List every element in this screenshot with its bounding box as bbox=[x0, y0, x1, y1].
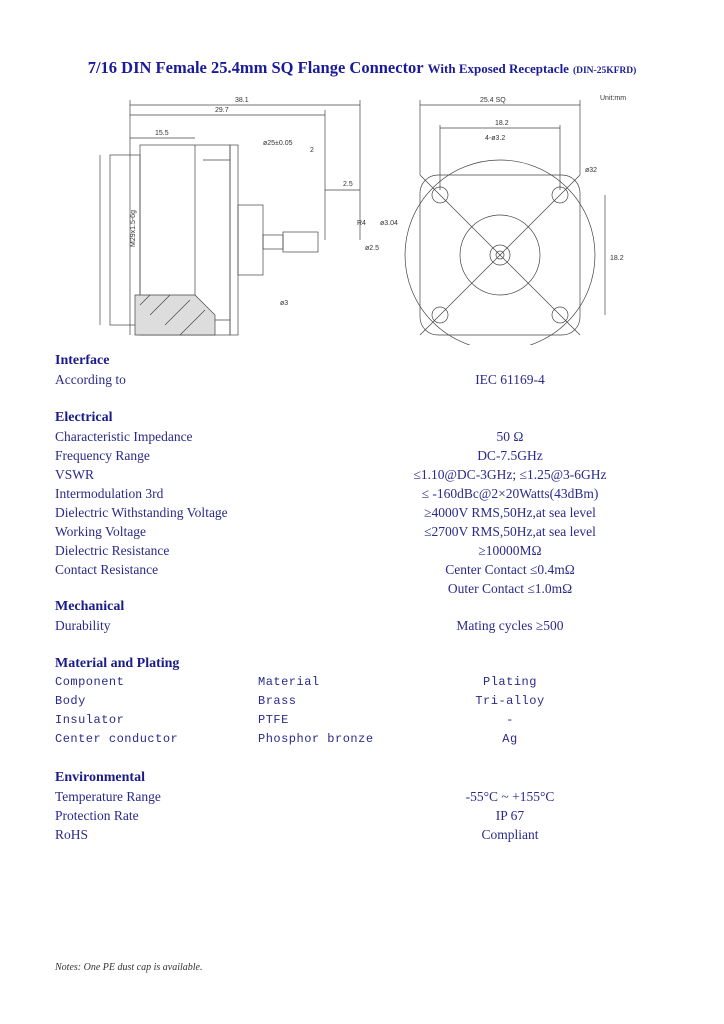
dim-front-1: 25.4 SQ bbox=[480, 97, 506, 104]
dim-side-11: M29x1.5-6g bbox=[130, 210, 137, 247]
spec-row bbox=[55, 524, 675, 543]
spec-value: 50 Ω bbox=[496, 429, 524, 444]
spec-row bbox=[55, 827, 675, 846]
spec-row bbox=[55, 486, 675, 505]
section-title: Environmental bbox=[55, 770, 145, 785]
section-title: Mechanical bbox=[55, 599, 125, 614]
spec-label: Dielectric Resistance bbox=[55, 543, 170, 558]
spec-row bbox=[55, 467, 675, 486]
dim-front-3: 4-ø3.2 bbox=[485, 135, 506, 142]
dim-side-4: ø25±0.05 bbox=[263, 140, 293, 147]
material-plating: Plating bbox=[483, 675, 537, 689]
dim-side-2: 29.7 bbox=[215, 107, 229, 114]
dim-side-9: ø2.5 bbox=[365, 245, 380, 252]
material-row bbox=[55, 713, 675, 732]
material-component: Component bbox=[55, 675, 125, 689]
spec-value: ≥4000V RMS,50Hz,at sea level bbox=[424, 505, 596, 520]
section-interface bbox=[55, 353, 675, 391]
section-mechanical bbox=[55, 599, 675, 637]
spec-label: Durability bbox=[55, 618, 111, 633]
material-component: Center conductor bbox=[55, 732, 179, 746]
spec-row bbox=[55, 448, 675, 467]
title-sub: With Exposed Receptacle bbox=[427, 61, 569, 76]
material-material: Phosphor bronze bbox=[258, 732, 374, 746]
page-title bbox=[0, 58, 724, 78]
spec-value: Compliant bbox=[481, 827, 539, 842]
material-row bbox=[55, 694, 675, 713]
dim-side-3: 15.5 bbox=[155, 130, 169, 137]
spec-row bbox=[55, 618, 675, 637]
dim-side-7: R4 bbox=[357, 220, 366, 227]
section-environmental bbox=[55, 770, 675, 846]
dim-side-5: 2 bbox=[310, 147, 314, 154]
spec-label: Temperature Range bbox=[55, 789, 161, 804]
spec-label: Frequency Range bbox=[55, 448, 150, 463]
section-material-plating bbox=[55, 656, 675, 751]
spec-value: ≥10000MΩ bbox=[478, 543, 542, 558]
material-row bbox=[55, 732, 675, 751]
technical-drawing bbox=[95, 90, 630, 345]
spec-value: IEC 61169-4 bbox=[475, 372, 545, 387]
dim-unit: Unit:mm bbox=[600, 95, 627, 102]
spec-label: According to bbox=[55, 372, 126, 387]
material-component: Insulator bbox=[55, 713, 125, 727]
spec-row bbox=[55, 429, 675, 448]
spec-row bbox=[55, 581, 675, 600]
section-title: Material and Plating bbox=[55, 656, 180, 671]
spec-label: Intermodulation 3rd bbox=[55, 486, 164, 501]
title-code: (DIN-25KFRD) bbox=[572, 66, 637, 76]
spec-value: ≤ -160dBc@2×20Watts(43dBm) bbox=[421, 486, 599, 501]
spec-value: ≤1.10@DC-3GHz; ≤1.25@3-6GHz bbox=[413, 467, 607, 482]
dim-side-8: ø3.04 bbox=[380, 220, 398, 227]
material-plating: Tri-alloy bbox=[475, 694, 545, 708]
spec-row bbox=[55, 562, 675, 581]
spec-value: -55°C ~ +155°C bbox=[465, 789, 555, 804]
section-electrical bbox=[55, 410, 675, 600]
notes: Notes: One PE dust cap is available. bbox=[55, 962, 203, 973]
material-plating: Ag bbox=[502, 732, 518, 746]
dim-side-10: ø3 bbox=[280, 300, 289, 307]
spec-row bbox=[55, 789, 675, 808]
section-title: Electrical bbox=[55, 410, 113, 425]
spec-value: Outer Contact ≤1.0mΩ bbox=[447, 581, 573, 596]
spec-value: ≤2700V RMS,50Hz,at sea level bbox=[424, 524, 596, 539]
title-main: 7/16 DIN Female 25.4mm SQ Flange Connector bbox=[87, 58, 424, 77]
material-material: PTFE bbox=[258, 713, 289, 727]
dim-side-1: 38.1 bbox=[235, 97, 249, 104]
spec-row bbox=[55, 808, 675, 827]
spec-value: IP 67 bbox=[495, 808, 525, 823]
spec-row bbox=[55, 543, 675, 562]
spec-value: DC-7.5GHz bbox=[477, 448, 543, 463]
spec-label: RoHS bbox=[55, 827, 89, 842]
spec-label: Characteristic Impedance bbox=[55, 429, 193, 444]
spec-value: Mating cycles ≥500 bbox=[456, 618, 564, 633]
material-material: Material bbox=[258, 675, 320, 689]
spec-row bbox=[55, 505, 675, 524]
material-component: Body bbox=[55, 694, 86, 708]
dim-front-5: 18.2 bbox=[610, 255, 624, 262]
spec-label: Working Voltage bbox=[55, 524, 147, 539]
spec-value: Center Contact ≤0.4mΩ bbox=[445, 562, 575, 577]
material-material: Brass bbox=[258, 694, 297, 708]
spec-label: VSWR bbox=[55, 467, 95, 482]
material-row bbox=[55, 675, 675, 694]
dim-front-4: ø32 bbox=[585, 167, 598, 174]
spec-label: Dielectric Withstanding Voltage bbox=[55, 505, 228, 520]
spec-label: Protection Rate bbox=[55, 808, 139, 823]
spec-label: Contact Resistance bbox=[55, 562, 159, 577]
dim-front-2: 18.2 bbox=[495, 120, 509, 127]
dim-side-6: 2.5 bbox=[343, 181, 353, 188]
material-plating: - bbox=[506, 713, 514, 727]
section-title: Interface bbox=[55, 353, 110, 368]
spec-row bbox=[55, 372, 675, 391]
